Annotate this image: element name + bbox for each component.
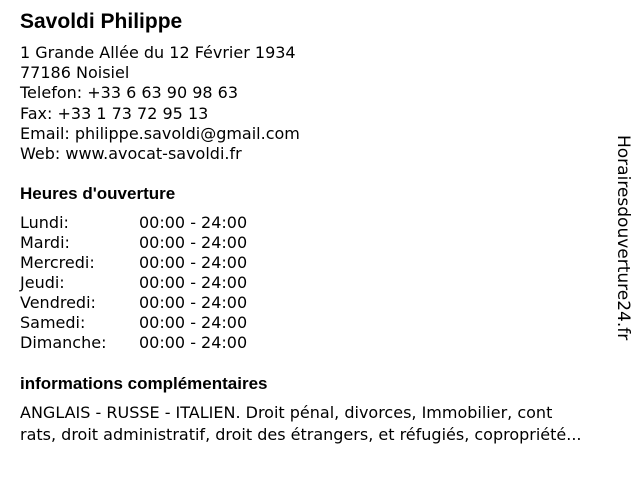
opening-hours-heading: Heures d'ouverture [20,184,176,203]
phone-number: Telefon: +33 6 63 90 98 63 [20,83,239,103]
hours-row-saturday [20,313,280,333]
site-watermark [612,135,634,345]
email-address: Email: philippe.savoldi@gmail.com [20,123,300,143]
hours-time-value: 00:00 - 24:00 [139,313,248,332]
hours-day-label: Lundi: [20,213,69,232]
additional-info-line: ANGLAIS - RUSSE - ITALIEN. Droit pénal, divorces, Immobilier, cont [20,403,553,422]
hours-time-value: 00:00 - 24:00 [139,253,248,272]
hours-day-label: Mardi: [20,233,70,252]
hours-row-sunday [20,333,280,353]
hours-row-thursday [20,273,280,293]
fax-number: Fax: +33 1 73 72 95 13 [20,103,209,123]
hours-time-value: 00:00 - 24:00 [139,273,248,292]
hours-row-wednesday [20,253,280,273]
website-url: Web: www.avocat-savoldi.fr [20,143,242,163]
additional-info-line: rats, droit administratif, droit des étrangers, et réfugiés, copropriété... [20,425,582,444]
hours-row-monday [20,213,280,233]
hours-row-friday [20,293,280,313]
address-street: 1 Grande Allée du 12 Février 1934 [20,43,296,62]
hours-time-value: 00:00 - 24:00 [139,213,248,232]
additional-info-heading: informations complémentaires [20,374,268,393]
hours-time-value: 00:00 - 24:00 [139,233,248,252]
opening-hours-table [20,213,280,353]
hours-row-tuesday [20,233,280,253]
hours-day-label: Jeudi: [20,273,65,292]
hours-time-value: 00:00 - 24:00 [139,333,248,352]
hours-day-label: Dimanche: [20,333,107,352]
hours-day-label: Vendredi: [20,293,96,312]
hours-time-value: 00:00 - 24:00 [139,293,248,312]
watermark-text: Horairesdouverture24.fr [613,135,633,341]
address-city: 77186 Noisiel [20,63,130,83]
hours-day-label: Mercredi: [20,253,95,272]
additional-info-text [20,402,616,446]
business-name: Savoldi Philippe [20,10,183,33]
hours-day-label: Samedi: [20,313,86,332]
contact-details [20,43,300,164]
